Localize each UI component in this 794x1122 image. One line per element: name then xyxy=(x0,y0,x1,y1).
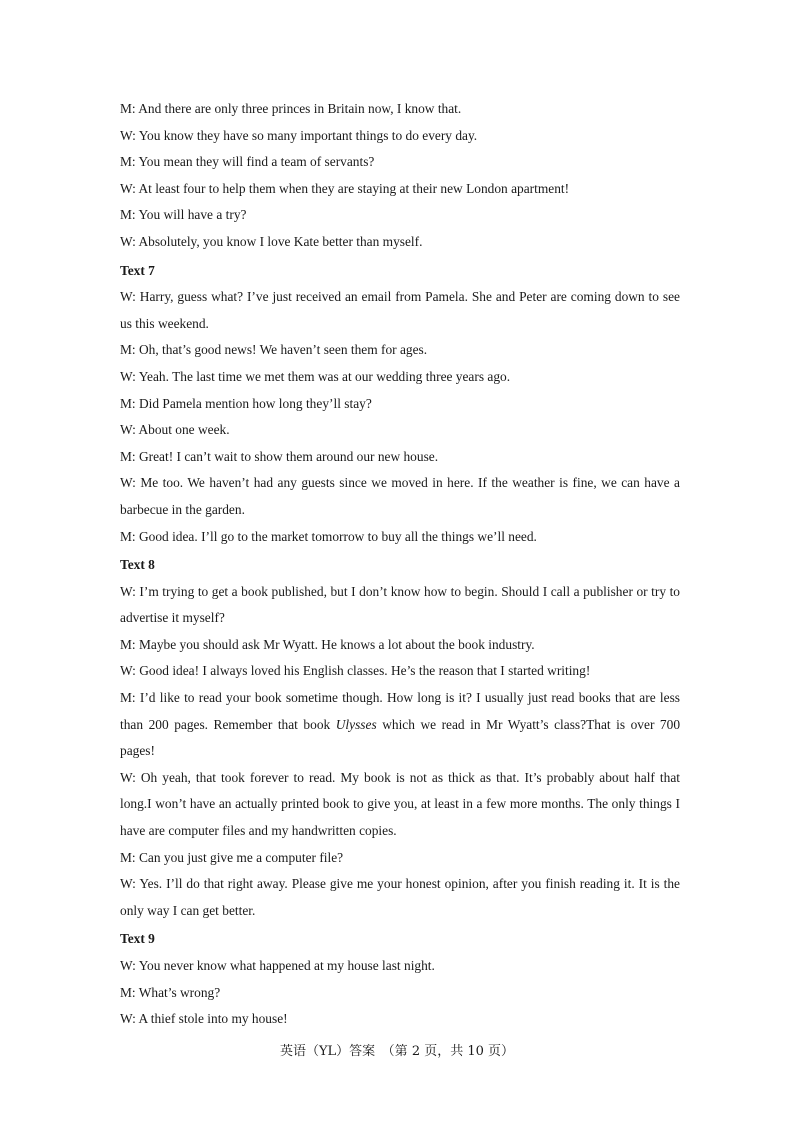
dialogue-line: M: Oh, that’s good news! We haven’t seen them for ages. xyxy=(120,342,428,358)
dialogue-line: M: Good idea. I’ll go to the market tomorrow to buy all the things we’ll need. xyxy=(120,528,537,544)
document-page xyxy=(120,96,680,1033)
dialogue-line xyxy=(120,685,680,765)
dialogue-line: W: Yeah. The last time we met them was at our wedding three years ago. xyxy=(120,368,511,384)
text8-heading: Text 8 xyxy=(120,557,155,573)
dialogue-line: M: Can you just give me a computer file? xyxy=(120,849,344,865)
dialogue-text: which we read in Mr Wyatt’s class?That is over 700 pages! xyxy=(120,716,681,759)
dialogue-line: W: About one week. xyxy=(120,422,230,438)
book-title: Ulysses xyxy=(335,716,377,732)
dialogue-line: W: Me too. We haven’t had any guests since we moved in here. If the weather is fine, we can have a barbecue in the garden. xyxy=(120,475,680,517)
text7-heading: Text 7 xyxy=(120,262,155,278)
dialogue-line: W: Harry, guess what? I’ve just received an email from Pamela. She and Peter are coming down to see us this weekend. xyxy=(120,289,680,331)
dialogue-line: W: At least four to help them when they are staying at their new London apartment! xyxy=(120,180,570,196)
dialogue-line: M: Did Pamela mention how long they’ll stay? xyxy=(120,395,372,411)
dialogue-line: M: You mean they will find a team of servants? xyxy=(120,154,375,170)
dialogue-line: M: Maybe you should ask Mr Wyatt. He knows a lot about the book industry. xyxy=(120,636,535,652)
text9-heading: Text 9 xyxy=(120,931,155,947)
dialogue-line: M: Great! I can’t wait to show them around our new house. xyxy=(120,448,439,464)
dialogue-line: W: Yes. I’ll do that right away. Please give me your honest opinion, after you finish reading it. It is the only way I can get better. xyxy=(120,876,680,918)
dialogue-line: W: Good idea! I always loved his English classes. He’s the reason that I started writing! xyxy=(120,663,591,679)
dialogue-line: W: You know they have so many important things to do every day. xyxy=(120,127,478,143)
dialogue-line: W: I’m trying to get a book published, but I don’t know how to begin. Should I call a publisher or try to advertise it myself? xyxy=(120,583,680,626)
dialogue-line: M: And there are only three princes in Britain now, I know that. xyxy=(120,101,462,116)
page-footer: 英语（YL）答案 （第 2 页，共 10 页） xyxy=(279,1044,515,1059)
dialogue-line: M: You will have a try? xyxy=(120,207,247,223)
dialogue-line: W: Oh yeah, that took forever to read. My book is not as thick as that. It’s probably about half that long.I won’t have an actually printed book to give you, at least in a few more months. The only things I have are computer files and my handwritten copies. xyxy=(120,769,680,839)
dialogue-line: W: Absolutely, you know I love Kate better than myself. xyxy=(120,233,423,249)
dialogue-line: W: A thief stole into my house! xyxy=(120,1011,288,1027)
dialogue-line: W: You never know what happened at my house last night. xyxy=(120,958,435,973)
dialogue-text: M: I’d like to read your book sometime though. How long is it? I usually just read books that are less than 200 pages. Remember that book xyxy=(120,690,680,732)
dialogue-line: M: What’s wrong? xyxy=(120,984,221,1000)
